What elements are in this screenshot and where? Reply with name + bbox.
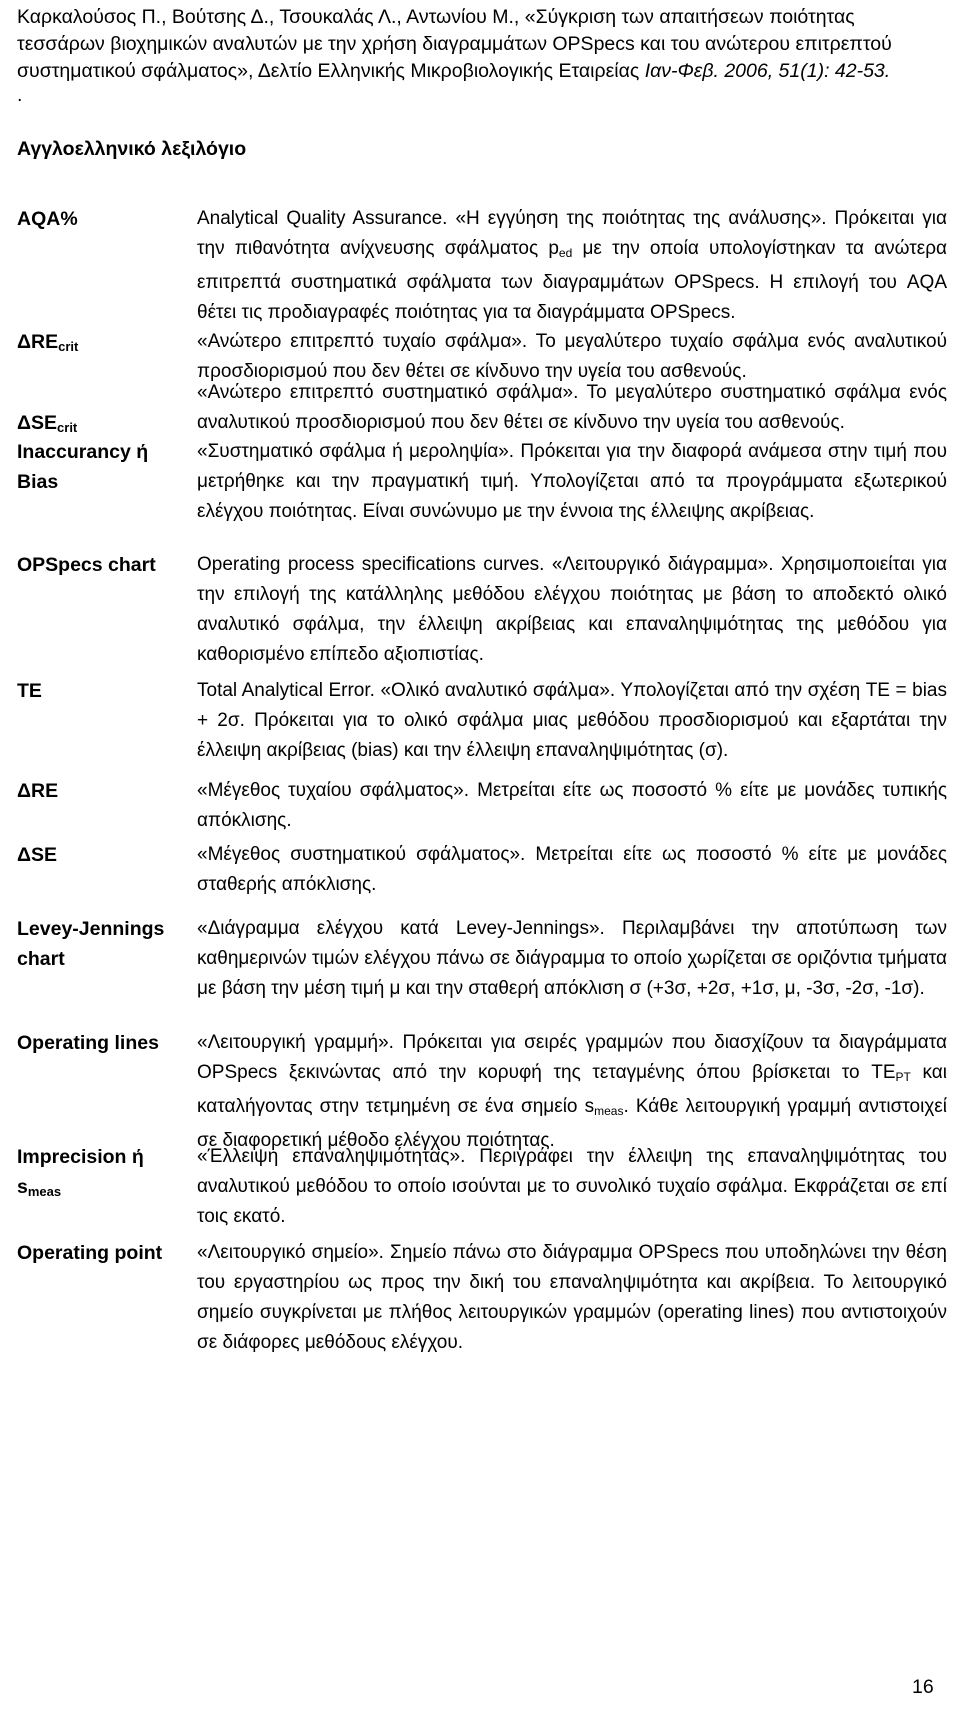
definition-operating-lines-sub2: meas [594,1104,624,1118]
definition-operating-lines-sub1: PT [895,1070,911,1084]
term-inaccuracy: Inaccurancy ή Bias [17,441,149,493]
definition-delta-re: «Μέγεθος τυχαίου σφάλματος». Μετρείται είτε ως ποσοστό % είτε με μονάδες τυπικής απόκλισης. [197,780,947,831]
citation-issue: Ιαν-Φεβ. 2006, 51(1): 42-53. [644,60,891,82]
definition-operating-lines-part1: «Λειτουργική γραμμή». Πρόκειται για σειρές γραμμών που διασχίζουν τα διαγράμματα OPSpecs ξεκινώντας από την κορυφή της τεταγμένης όπου βρίσκεται το TE [197,1032,947,1083]
citation-trailing-dot: . [17,84,23,106]
definition-aqa [197,204,947,328]
glossary-title: Αγγλοελληνικό λεξιλόγιο [17,138,247,160]
definition-aqa-part2: με την οποία υπολογίστηκαν τα ανώτερα επιτρεπτά συστηματικά σφάλματα των διαγραμμάτων OPSpecs. Η επιλογή του AQA θέτει τις προδιαγραφές ποιότητας για τα διαγράμματα OPSpecs. [197,238,947,323]
definition-operating-lines-part3: . Κάθε λειτουργική γραμμή αντιστοιχεί σε διαφορετική μέθοδο ελέγχου ποιότητας. [197,1096,947,1151]
definition-bias: «Συστηματικό σφάλμα ή μεροληψία». Πρόκειται για την διαφορά ανάμεσα στην τιμή που μετρήθηκε και την πραγματική τιμή. Υπολογίζεται από τα προγράμματα εξωτερικού ελέγχου ποιότητας. Είναι συνώνυμο με την έννοια της έλλειψης ακρίβειας. [197,441,947,522]
definition-levey-jennings: «Διάγραμμα ελέγχου κατά Levey-Jennings». Περιλαμβάνει την αποτύπωση των καθημερινών τιμών ελέγχου πάνω σε διάγραμμα το οποίο χωρίζεται σε οριζόντια τμήματα με βάση την μέση τιμή μ και την σταθερή απόκλιση σ (+3σ, +2σ, +1σ, μ, -3σ, -2σ, -1σ). [197,918,947,999]
term-operating-point: Operating point [17,1242,163,1264]
definition-imprecision: «Έλλειψη επαναληψιμότητας». Περιγράφει την έλλειψη της επαναληψιμότητας του αναλυτικού μεθόδου το οποίο ισούνται με το συνολικό τυχαίο σφάλμα. Εκφράζεται σε επί τοις εκατό. [197,1146,947,1227]
definition-se-crit: «Ανώτερο επιτρεπτό συστηματικό σφάλμα». Το μεγαλύτερο συστηματικό σφάλμα ενός αναλυτικού προσδιορισμού που δεν θέτει σε κίνδυνο την υγεία του ασθενούς. [197,382,947,433]
term-delta-se: ΔSE [17,844,58,866]
term-imprecision [17,1142,182,1207]
term-re-crit-sub: crit [58,339,79,354]
definition-aqa-part1: Analytical Quality Assurance. «Η εγγύηση της ποιότητας της ανάλυσης». Πρόκειται για την πιθανότητα ανίχνευσης σφάλματος p [197,208,947,259]
term-se-crit-sub: crit [57,420,78,435]
term-levey-jennings: Levey-Jennings chart [17,918,165,970]
definition-opspecs: Operating process specifications curves. «Λειτουργικό διάγραμμα». Χρησιμοποιείται για την επιλογή της κατάλληλης μεθόδου ελέγχου ποιότητας με βάση το αποδεκτό ολικό αναλυτικό σφάλμα, την έλλειψη ακρίβειας και επαναληψιμότητας της μεθόδου για καθορισμένο επίπεδο αξιοπιστίας. [197,554,947,665]
page-number: 16 [912,1676,934,1698]
definition-re-crit: «Ανώτερο επιτρεπτό τυχαίο σφάλμα». Το μεγαλύτερο τυχαίο σφάλμα ενός αναλυτικού προσδιορισμού που δεν θέτει σε κίνδυνο την υγεία του ασθενούς. [197,331,947,382]
term-imprecision-sub: meas [27,1184,62,1199]
term-re-crit-main: ΔRE [17,331,59,353]
citation [17,4,945,85]
definition-te: Total Analytical Error. «Ολικό αναλυτικό σφάλμα». Υπολογίζεται από την σχέση TE = bias + 2σ. Πρόκειται για το ολικό σφάλμα μιας μεθόδου προσδιορισμού και εξαρτάται την έλλειψη ακρίβειας (bias) και την έλλειψη επαναληψιμότητας (σ). [197,680,947,761]
definition-operating-point: «Λειτουργικό σημείο». Σημείο πάνω στο διάγραμμα OPSpecs που υποδηλώνει την θέση του εργαστηρίου ως προς την δική του επαναληψιμότητα και ακρίβεια. Το λειτουργικό σημείο συγκρίνεται με πλήθος λειτουργικών γραμμών (operating lines) που αντιστοιχούν σε διάφορες μεθόδους ελέγχου. [197,1242,947,1353]
term-se-crit-main: ΔSE [17,412,58,434]
term-operating-lines: Operating lines [17,1032,159,1054]
citation-authors-title: Καρκαλούσος Π., Βούτσης Δ., Τσουκαλάς Λ., Αντωνίου Μ., «Σύγκριση των απαιτήσεων ποιότητας τεσσάρων βιοχημικών αναλυτών με την χρήση διαγραμμάτων OPSpecs και του ανώτερου επιτρεπτού συστηματικού σφάλματος», Δελτίο Ελληνικής Μικροβιολογικής Εταιρείας [17,6,892,82]
term-aqa: AQA% [17,208,78,230]
term-opspecs: OPSpecs chart [17,554,156,576]
definition-operating-lines [197,1028,947,1156]
term-imprecision-main: Imprecision ή s [17,1146,144,1198]
term-re-crit [17,327,182,362]
definition-operating-lines-part2: και καταλήγοντας στην τετμημένη σε ένα σημείο s [197,1062,947,1117]
term-delta-re: ΔRE [17,780,59,802]
definition-delta-se: «Μέγεθος συστηματικού σφάλματος». Μετρείται είτε ως ποσοστό % είτε με μονάδες σταθερής απόκλισης. [197,844,947,895]
term-te: TE [17,680,42,702]
definition-aqa-sub: ed [558,246,573,260]
